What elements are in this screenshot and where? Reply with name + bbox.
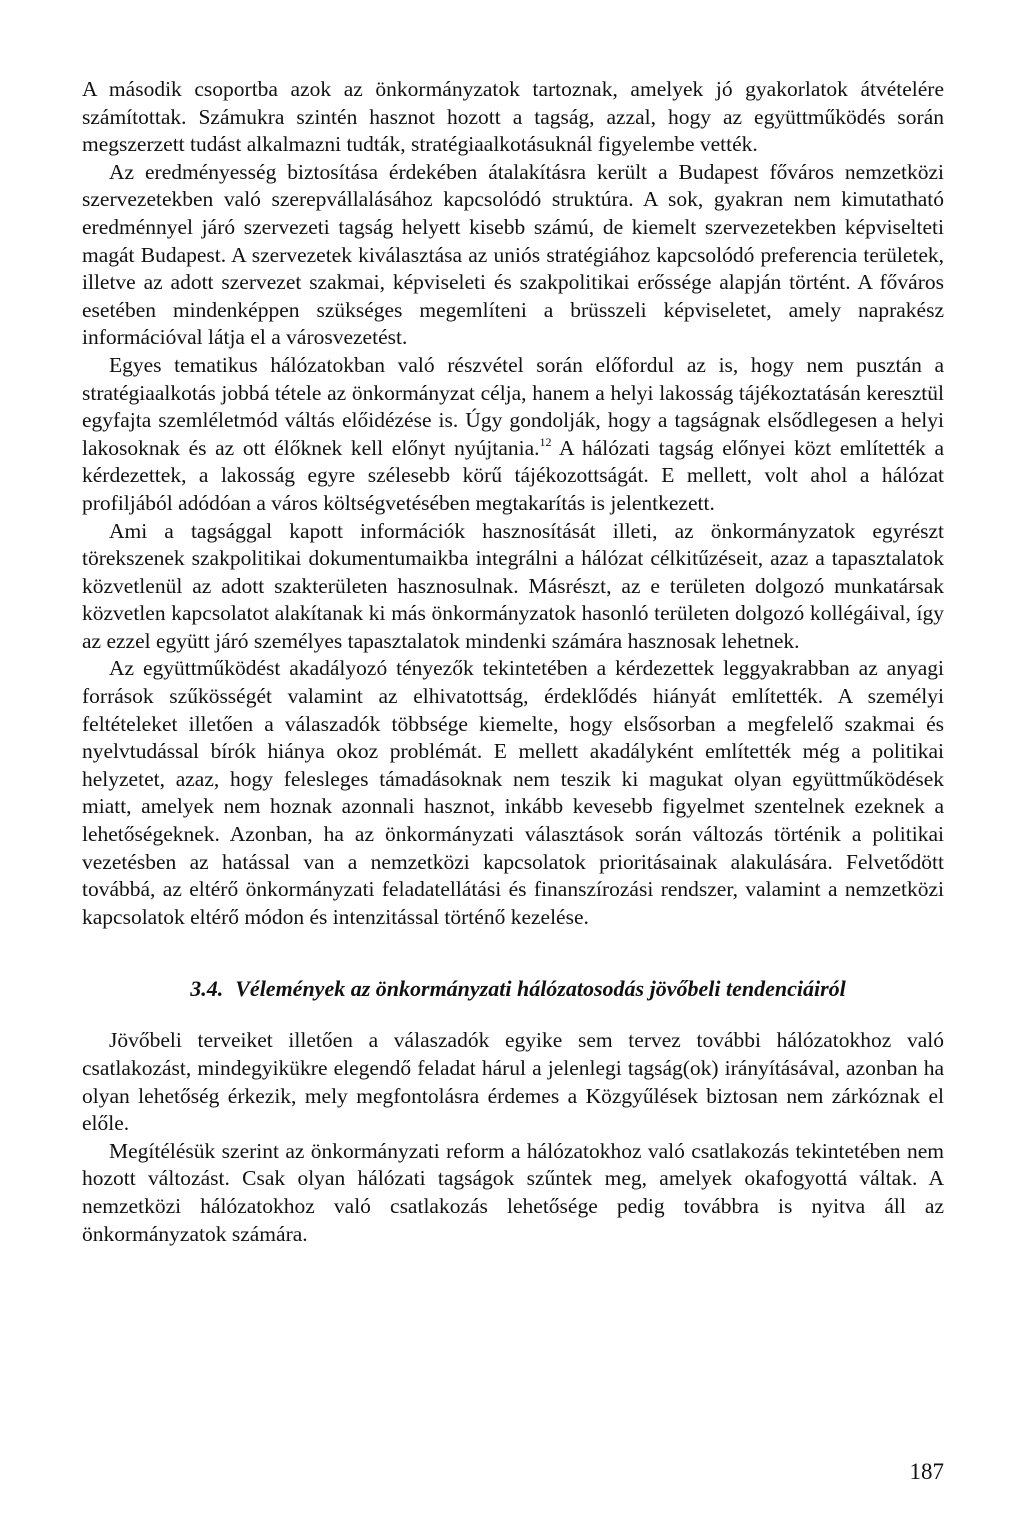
paragraph-3-text-after: A hálózati tagság előnyei közt említették a kérdezettek, a lakosság egyre szélesebb körű tájékozottságát. E mellett, volt ahol a hálózat profiljából adódóan a város költségvetésében megtakarítás is jelentkezett. xyxy=(82,435,944,515)
section-paragraph-1: Jövőbeli terveiket illetően a válaszadók egyike sem tervez további hálózatokhoz való csatlakozást, mindegyikükre elegendő feladat hárul a jelenlegi tagság(ok) irányításával, azonban ha olyan lehetőség érkezik, mely megfontolásra érdemes a Közgyűlések biztosan nem zárkóznak el előle. xyxy=(82,1028,944,1136)
section-number: 3.4. xyxy=(190,976,224,1002)
paragraph-5: Az együttműködést akadályozó tényezők tekintetében a kérdezettek leggyakrabban az anyagi források szűkösségét valamint az elhivatottság, érdeklődés hiányát említették. A személyi feltételeket illetően a válaszadók többsége kiemelte, hogy elsősorban a megfelelő szakmai és nyelvtudással bírók hiánya okoz problémát. E mellett akadályként említették még a politikai helyzetet, azaz, hogy felesleges támadásoknak nem teszik ki magukat olyan együttműködések miatt, amelyek nem hoznak azonnali hasznot, inkább kevesebb figyelmet szentelnek ezeknek a lehetőségeknek. Azonban, ha az önkormányzati választások során változás történik a politikai vezetésben az hatással van a nemzetközi kapcsolatok prioritásainak alakulására. Felvetődött továbbá, az eltérő önkormányzati feladatellátási és finanszírozási rendszer, valamint a nemzetközi kapcsolatok eltérő módon és intenzitással történő kezelése. xyxy=(82,656,944,929)
paragraph-3 xyxy=(82,352,944,518)
paragraph-3-text-before: Egyes tematikus hálózatokban való részvétel során előfordul az is, hogy nem pusztán a stratégiaalkotás jobbá tétele az önkormányzat célja, hanem a helyi lakosság tájékoztatásán keresztül egyfajta szemléletmód váltás előidézése is. Úgy gondolják, hogy a tagságnak elsődlegesen a helyi lakosoknak és az ott élőknek kell előnyt nyújtania. xyxy=(82,352,944,460)
document-page xyxy=(82,76,944,1248)
page-number: 187 xyxy=(909,1459,944,1484)
paragraph-4: Ami a tagsággal kapott információk hasznosítását illeti, az önkormányzatok egyrészt törekszenek szakpolitikai dokumentumaikba integrálni a hálózat célkitűzéseit, azaz a tapasztalatok közvetlenül az adott szakterületen hasznosulnak. Másrészt, az e területen dolgozó munkatársak közvetlen kapcsolatot alakítanak ki más önkormányzatok hasonló területen dolgozó kollégáival, így az ezzel együtt járó személyes tapasztalatok mindenki számára hasznosak lehetnek. xyxy=(82,518,944,653)
section-heading xyxy=(82,975,944,1003)
footnote-reference: 12 xyxy=(539,434,552,449)
paragraph-1: A második csoportba azok az önkormányzatok tartoznak, amelyek jó gyakorlatok átvételére számítottak. Számukra szintén hasznot hozott a tagság, azzal, hogy az együttműködés során megszerzett tudást alkalmazni tudták, stratégiaalkotásuknál figyelembe vették. xyxy=(82,77,944,157)
section-paragraph-2: Megítélésük szerint az önkormányzati reform a hálózatokhoz való csatlakozás tekintetében nem hozott változást. Csak olyan hálózati tagságok szűntek meg, amelyek okafogyottá váltak. A nemzetközi hálózatokhoz való csatlakozás lehetősége pedig továbbra is nyitva áll az önkormányzatok számára. xyxy=(82,1138,944,1246)
paragraph-2: Az eredményesség biztosítása érdekében átalakításra került a Budapest főváros nemzetközi szervezetekben való szerepvállalásához kapcsolódó struktúra. A sok, gyakran nem kimutatható eredménnyel járó szervezeti tagság helyett kisebb számú, de kiemelt szervezetekben képviselteti magát Budapest. A szervezetek kiválasztása az uniós stratégiához kapcsolódó preferencia területek, illetve az adott szervezet szakmai, képviseleti és szakpolitikai erőssége alapján történt. A főváros esetében mindenképpen szükséges megemlíteni a brüsszeli képviseletet, amely naprakész információval látja el a városvezetést. xyxy=(82,159,944,350)
section-title: Vélemények az önkormányzati hálózatosodás jövőbeli tendenciáiról xyxy=(235,976,846,1002)
